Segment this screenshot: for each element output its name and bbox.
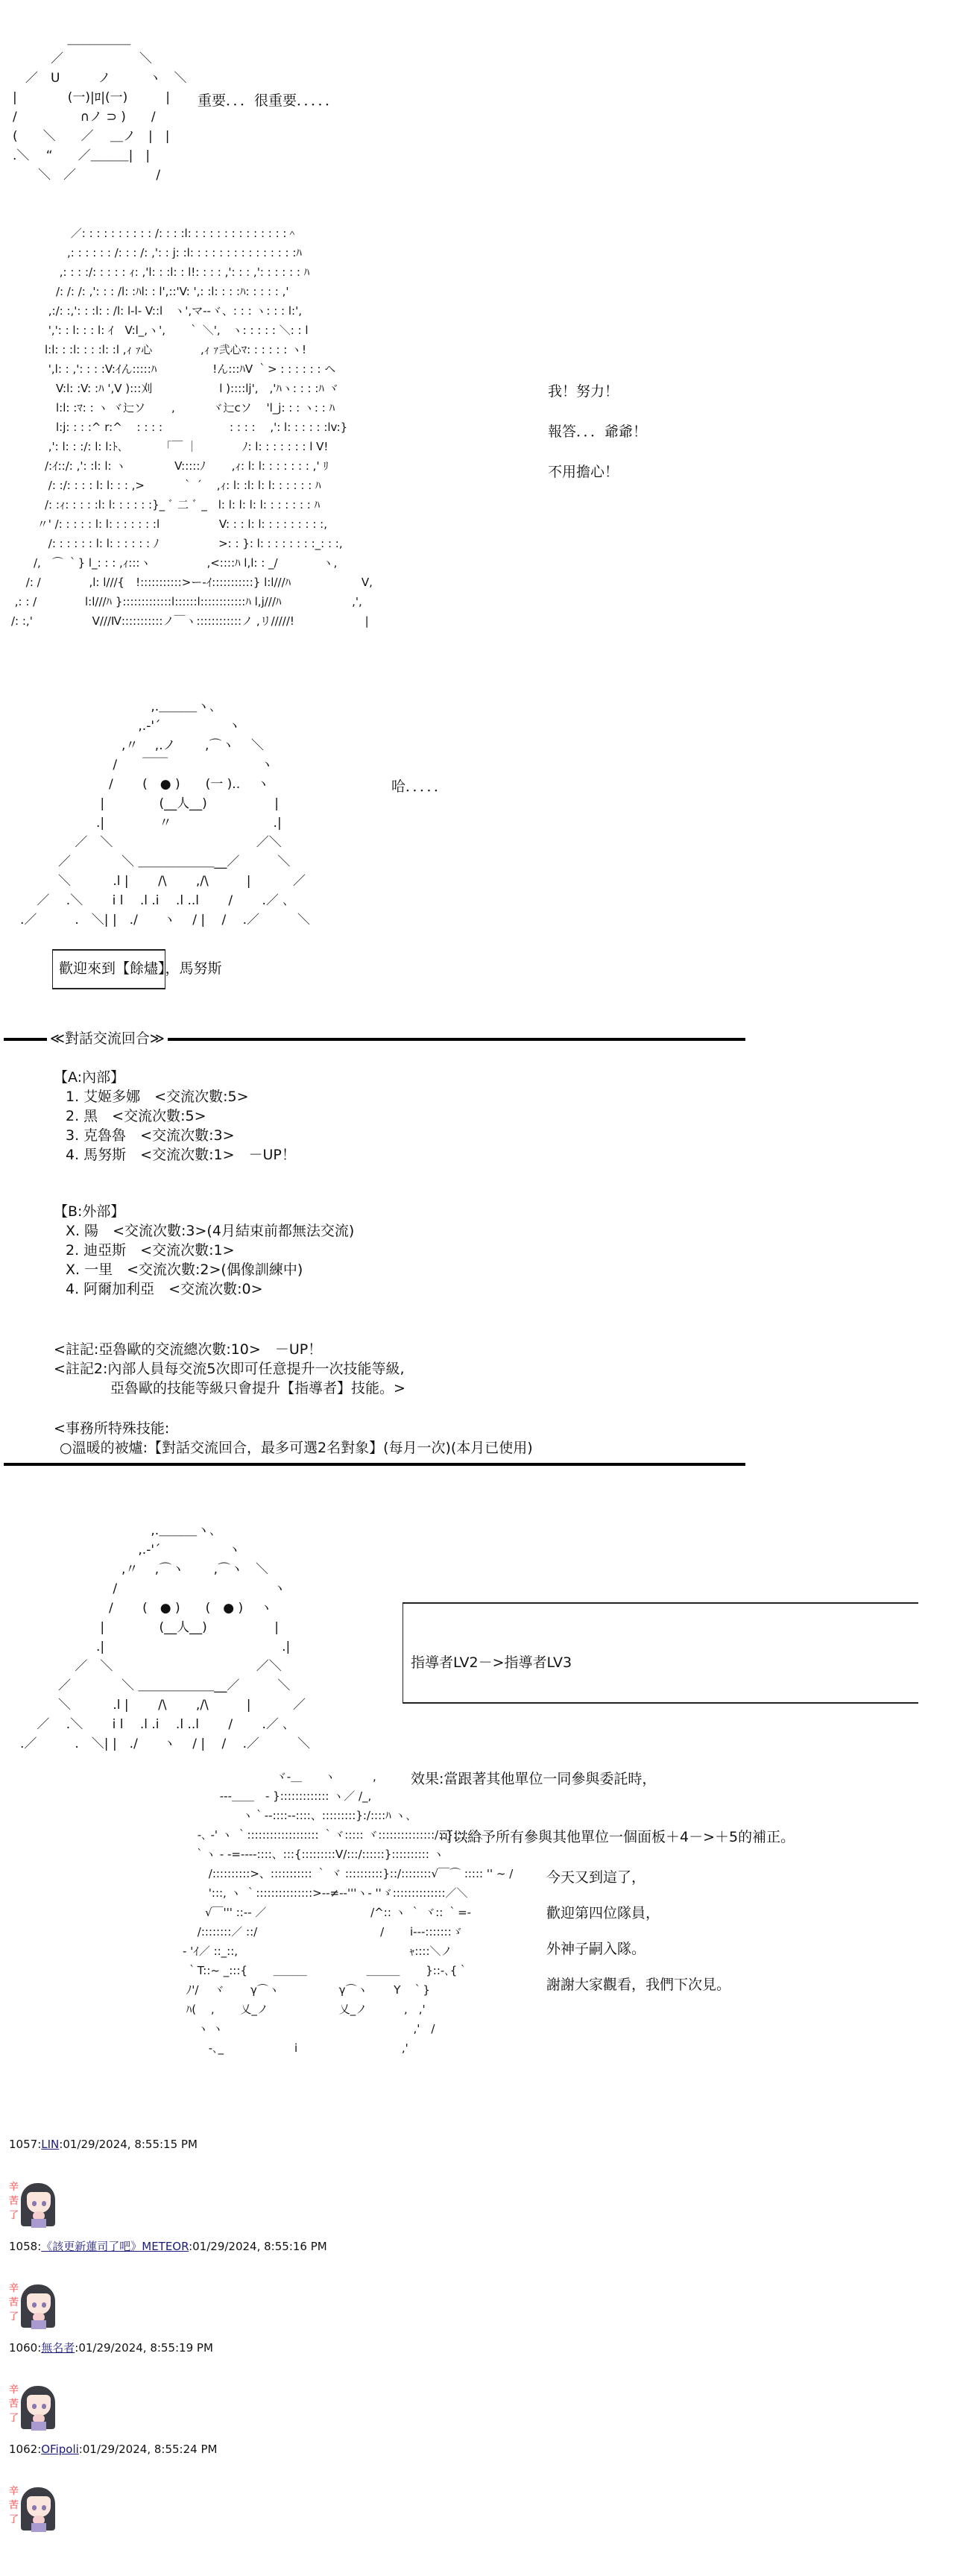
dialogue-line: 哈．．．．． [391,778,449,795]
sticker-image [7,2280,57,2329]
sticker-image [7,2179,57,2228]
dialogue-line: 不用擔心！ [548,464,619,480]
comment-header: 1060:無名者:01/29/2024, 8:55:19 PM [9,2341,213,2355]
sticker-text: 辛苦了 [9,2283,19,2323]
dialogue-line: 重要．．．很重要．．．．． [198,92,340,109]
note-line: 亞魯歐的技能等級只會提升【指導者】技能。> [54,1380,405,1396]
skill-header: <事務所特殊技能: [54,1420,170,1437]
comment-time: 01/29/2024, 8:55:24 PM [82,2443,218,2456]
dialogue-line: 歡迎第四位隊員， [546,1905,660,1921]
external-item: X. 陽 <交流次數:3>(4月結束前都無法交流) [66,1223,355,1239]
comment-number: 1057 [9,2138,38,2151]
sticker-text: 辛苦了 [9,2182,19,2221]
ascii-art-character-5: ヾ‐＿ ヽ , ‐‐‐＿＿ ‐ }::::::::::::: ヽ／ /_, ヽ｀‐‐::::‐‐::::、:::::::::}:/::::ﾊ ヽ､ ‐､ ‐' ヽ ｀::::::::::::::::::: ｀ヾ::::: ヾ:::::::::::::::/::}:::: ＼ ｀ヽ ‐ ‐=‐‐‐‐::::、:::{:::::::::V/:::/::::::}:::::::::: ヽ /::::::::::>、::::::::::: ｀ ヾ ::::::::::}::/::::::::√￣⌒ ::::: '' ~ / ':::, ヽ ｀:::::::::::::::>‐‐≠‐‐'''ヽ‐ ''ゞ::::::::::::::／＼ √￣''' ::‐‐ ／ /^:: ヽ ｀ ヾ:: ｀=‐ /::::::::／ ::/ / i‐‐‐:::::::ゞ ‐ 'ｲ／ ::_::, ｬ::::＼ノ ｀T::~ _:::{ ＿＿＿ ＿＿＿ }::‐､{｀ ﾉ'/ ヾ γ⌒ヽ γ⌒ヽ Y ｀} ﾊ( , 乂_ノ 乂_ノ , ,' ヽ ヽ ,' / ‐､_ i ,' [183,1770,514,2055]
section-divider [4,1463,745,1466]
internal-item: 2. 黑 <交流次數:5> [66,1108,206,1124]
levelup-effect: 可以給予所有參與其他單位一個面板＋4－>＋5的補正。 [411,1829,795,1845]
external-item: 4. 阿爾加利亞 <交流次數:0> [66,1281,263,1297]
ascii-art-character-3: ,.＿＿＿ヽ､ ,.-'´ ヽ ,〃 ,.ノ ,⌒ヽ ＼ / ￣￣ ヽ / ( ● ) (一 ).. ヽ | (__人__) | .| 〃 .| ／ ＼ ／＼ ／ ＼ ＿＿＿＿＿＿__／ ＼ ＼ .l | /\ ,/\ | ／ ／ .＼ i l .l .i .l ..l / .／ ､ .／ . ＼| | ./ ヽ / | / .／ ＼ [19,699,310,928]
note-line: <註記:亞魯歐的交流總次數:10> －UP！ [54,1341,323,1358]
section-title: ≪對話交流回合≫ [47,1029,168,1048]
ascii-art-character-4: ,.＿＿＿ヽ､ ,.-'´ ヽ ,〃 ,⌒ヽ ,⌒ヽ ＼ / ヽ / ( ● ) ( ● ) ヽ | (__人__) | .| .| ／ ＼ ／＼ ／ ＼ ＿＿＿＿＿＿__／ ＼ ＼ .l | /\ ,/\ | ／ ／ .＼ i l .l .i .l ..l / .／ ､ .／ . ＼| | ./ ヽ / | / .／ ＼ [19,1523,310,1751]
external-header: 【B:外部】 [54,1203,125,1220]
welcome-box: 歡迎來到【餘燼】，馬努斯 [52,949,165,989]
comment-number: 1062 [9,2443,38,2456]
external-item: 2. 迪亞斯 <交流次數:1> [66,1242,235,1259]
internal-item: 1. 艾姬多娜 <交流次數:5> [66,1089,249,1105]
external-item: X. 一里 <交流次數:2>(偶像訓練中) [66,1262,303,1278]
levelup-title: 指導者LV2－>指導者LV3 [411,1654,572,1671]
levelup-box [403,1602,918,1845]
comment-time: 01/29/2024, 8:55:19 PM [78,2341,213,2355]
comment-user-link[interactable]: 《該更新蓮司了吧》METEOR [41,2240,189,2253]
comment-user-link[interactable]: OFipoli [41,2443,79,2456]
dialogue-line: 謝謝大家觀看，我們下次見。 [546,1977,731,1993]
ascii-art-character-1: ＿＿＿＿＿ ／ ＼ ／ U ノ ヽ ＼ | (一)|ﾛ|(一) | / ∩ノ ⊃ ) / ( ＼ ／ ＿ノ | | .＼ “ ／＿＿＿| | ＼ ／ / [12,32,187,183]
dialogue-line: 今天又到這了， [546,1869,646,1886]
levelup-effect: 效果:當跟著其他單位一同參與委託時， [411,1771,657,1787]
ascii-art-character-2: ／: : : : : : : : : : /: : : :l: : : : : : : : : : : : : :＾ ,: : : : : : /: : : /: ,': : j: :l: : : : : : : : : : : : : : :ﾊ ,: : : :/: : : : : ｨ: ,'l: : :l: : l!: : : : ,': : : ,': : : : : : ﾊ /: /: /: ,': : : /l: :ﾊl: : l',::'V: ',: :l: : : :ﾊ: : : : : ,' ,:/: :,': : :l: : /l: l-l- V::l ヽ',マ-‐ヾ、: : : ヽ: : : l:', ',': : l: : : l: ｲ V:l_,ヽ', ｀ ＼', ヽ: : : : : ＼: : l l:l: : :l: : : :l: :l ,ｨ ｧ心 ,ｨ ｧ弐心ﾏ: : : : : : ヽ! ',l: : ,': : : :V:ｲん:::::ﾊ !ん:::ﾊV ｀> : : : : : : ヘ V:l: :V: :ﾊ ',V ):::刈 l )::::lj', ,'ﾊヽ: : : :ﾊ ヾ l:l: :ﾏ: : ヽ ヾ辷ソ , ヾ辷cソ 'l_j: : : ヽ: : ﾊ l:j: : : :^ r:^ : : : : : : : : ,': l: : : : : :lv:} ,': l: : :/: l: l:ﾄ､ 「￣ ｜ ﾉ: l: : : : : : : l V! /:ｲ::/: ,': :l: l: ヽ V:::::ﾉ ,ｨ: l: l: : : : : : : ,' ﾘ /: :/: : : : l: l: : : ,> ｀ ´ ,ｨ: l: :l: l: l: : : : : : ﾊ /: :ｨ: : : : :l: l: : : : : :}_ ﾞ 二 ﾞ _ l: l: l: l: l: : : : : : : ﾊ 〃' /: : : : : l: l: : : : : : :l V: : : l: l: : : : : : : : :, /: : : : : : l: l: : : : : : ﾉ >: : }: l: : : : : : : :_: : :, /, ⌒ ｀} l_: : : ,ｨ:::ヽ ,<::::ﾊ l,l: : _/ ヽ, /: / ,l: l///{ !:::::::::::>ー-ｲ:::::::::::} l:l///ﾊ V, ,: : / l:l///ﾊ }:::::::::::::l::::::l::::::::::::ﾊ l,j///ﾊ ,', /: :,' V///Ⅳ:::::::::::ノ￣ヽ::::::::::::ノ ,リ/////! | [11,227,373,628]
comment-time: 01/29/2024, 8:55:15 PM [63,2138,198,2151]
comment-number: 1060 [9,2341,38,2355]
comment-header: 1057:LIN:01/29/2024, 8:55:15 PM [9,2138,198,2151]
comment-header: 1062:OFipoli:01/29/2024, 8:55:24 PM [9,2443,218,2456]
comment-time: 01/29/2024, 8:55:16 PM [192,2240,327,2253]
internal-item: 4. 馬努斯 <交流次數:1> －UP！ [66,1147,296,1163]
comment-header: 1058:《該更新蓮司了吧》METEOR:01/29/2024, 8:55:16 PM [9,2240,327,2253]
internal-header: 【A:內部】 [54,1069,125,1086]
sticker-image [7,2381,57,2431]
skill-line: ○溫暖的被爐:【對話交流回合，最多可選2名對象】(每月一次)(本月已使用) [60,1440,533,1456]
sticker-text: 辛苦了 [9,2384,19,2424]
note-line: <註記2:內部人員每交流5次即可任意提升一次技能等級, [54,1361,405,1377]
sticker-text: 辛苦了 [9,2486,19,2525]
dialogue-line: 報答．．．爺爺！ [548,423,648,440]
dialogue-line: 我！努力！ [548,383,619,400]
comment-user-link[interactable]: LIN [41,2138,60,2151]
comment-user-link[interactable]: 無名者 [41,2341,75,2355]
sticker-image [7,2483,57,2532]
internal-item: 3. 克魯魯 <交流次數:3> [66,1127,235,1144]
comment-number: 1058 [9,2240,38,2253]
dialogue-line: 外神子嗣入隊。 [546,1941,646,1957]
